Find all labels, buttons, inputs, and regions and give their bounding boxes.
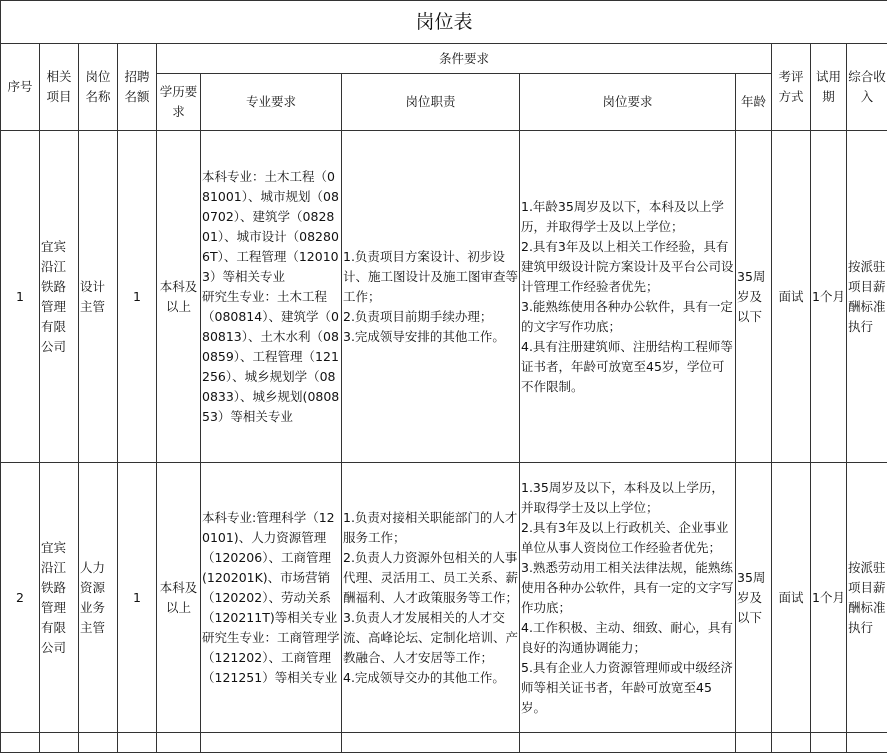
header-duties: 岗位职责: [342, 74, 520, 131]
major-line: 研究生专业：土木工程（080814）、建筑学（080813）、土木水利（080859）、工程管理（121256）、城乡规划学（080833）、城乡规划(080853）等相关专业: [202, 287, 340, 427]
requirement-line: 2.具有3年及以上行政机关、企业事业单位从事人资岗位工作经验者优先；: [521, 518, 734, 558]
header-seq: 序号: [1, 44, 40, 131]
header-requirements: 岗位要求: [520, 74, 736, 131]
cell-probation: 1个月: [811, 131, 847, 463]
requirement-line: 3.能熟练使用各种办公软件，具有一定的文字写作功底；: [521, 297, 734, 337]
cell-major: [201, 463, 342, 733]
header-age: 年龄: [736, 74, 772, 131]
major-line: 研究生专业：工商管理学（121202）、工商管理（121251）等相关专业: [202, 628, 340, 688]
major-line: 本科专业：土木工程（081001）、城市规划（080702）、建筑学（082801）、城市设计（082806T）、工程管理（120103）等相关专业: [202, 167, 340, 287]
header-major: 专业要求: [201, 74, 342, 131]
cell-project: 宜宾沿江铁路管理有限公司: [40, 463, 79, 733]
requirement-line: 5.具有企业人力资源管理师或中级经济师等相关证书者，年龄可放宽至45岁。: [521, 658, 734, 718]
table-row: [1, 131, 887, 463]
requirement-line: 3.熟悉劳动用工相关法律法规，能熟练使用各种办公软件，具有一定的文字写作功底；: [521, 558, 734, 618]
cell-count: 1: [118, 463, 157, 733]
cell-seq: 1: [1, 131, 40, 463]
cell-income: 按派驻项目薪酬标准执行: [847, 463, 887, 733]
duty-line: 2.负责人力资源外包相关的人事代理、灵活用工、员工关系、薪酬福利、人才政策服务等工作；: [343, 548, 518, 608]
table-row: [1, 463, 887, 733]
header-education: 学历要求: [157, 74, 201, 131]
cell-count: 1: [118, 131, 157, 463]
duty-line: 3.完成领导安排的其他工作。: [343, 327, 518, 347]
cell-age: 35周岁及以下: [736, 131, 772, 463]
requirement-line: 2.具有3年及以上相关工作经验，具有建筑甲级设计院方案设计及平台公司设计管理工作经验者优先；: [521, 237, 734, 297]
cell-project: 宜宾沿江铁路管理有限公司: [40, 131, 79, 463]
cell-duties: [342, 131, 520, 463]
cell-position: 人力资源业务主管: [79, 463, 118, 733]
header-probation: 试用期: [811, 44, 847, 131]
header-income: 综合收入: [847, 44, 887, 131]
requirement-line: 1.年龄35周岁及以下，本科及以上学历，并取得学士及以上学位；: [521, 197, 734, 237]
cell-duties: [342, 463, 520, 733]
cell-income: 按派驻项目薪酬标准执行: [847, 131, 887, 463]
duty-line: 1.负责项目方案设计、初步设计、施工图设计及施工图审查等工作；: [343, 247, 518, 307]
duty-line: 2.负责项目前期手续办理；: [343, 307, 518, 327]
cell-major: [201, 131, 342, 463]
duty-line: 3.负责人才发展相关的人才交流、高峰论坛、定制化培训、产教融合、人才安居等工作；: [343, 608, 518, 668]
cell-education: 本科及以上: [157, 131, 201, 463]
cell-position: 设计主管: [79, 131, 118, 463]
header-conditions: 条件要求: [157, 44, 772, 74]
header-project: 相关项目: [40, 44, 79, 131]
cell-probation: 1个月: [811, 463, 847, 733]
cell-age: 35周岁及以下: [736, 463, 772, 733]
header-exam: 考评方式: [772, 44, 811, 131]
requirement-line: 4.具有注册建筑师、注册结构工程师等证书者，年龄可放宽至45岁，学位可不作限制。: [521, 337, 734, 397]
header-position: 岗位名称: [79, 44, 118, 131]
requirement-line: 1.35周岁及以下，本科及以上学历，并取得学士及以上学位；: [521, 478, 734, 518]
header-count: 招聘名额: [118, 44, 157, 131]
duty-line: 1.负责对接相关职能部门的人才服务工作；: [343, 508, 518, 548]
table-title: 岗位表: [1, 1, 887, 44]
requirement-line: 4.工作积极、主动、细致、耐心，具有良好的沟通协调能力；: [521, 618, 734, 658]
major-line: 本科专业:管理科学（120101)、人力资源管理（120206）、工商管理(120201K)、市场营销（120202）、劳动关系（120211T)等相关专业: [202, 508, 340, 628]
cell-exam: 面试: [772, 131, 811, 463]
cell-education: 本科及以上: [157, 463, 201, 733]
duty-line: 4.完成领导交办的其他工作。: [343, 668, 518, 688]
cell-requirements: [520, 131, 736, 463]
cell-requirements: [520, 463, 736, 733]
cell-exam: 面试: [772, 463, 811, 733]
cell-seq: 2: [1, 463, 40, 733]
